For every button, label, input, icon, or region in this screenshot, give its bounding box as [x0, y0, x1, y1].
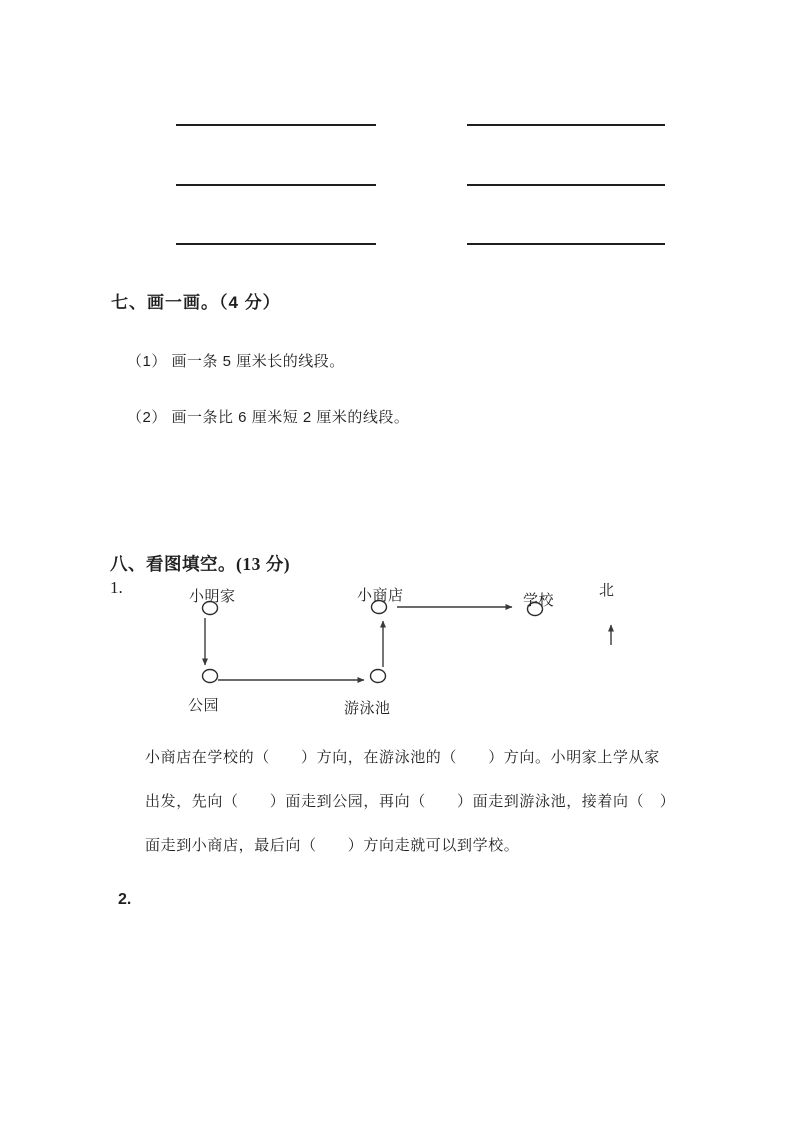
- section-seven-item-1: （1） 画一条 5 厘米长的线段。: [127, 353, 345, 370]
- section-seven-heading: 七、画一画。（4 分）: [111, 293, 281, 312]
- question-1-number: 1.: [110, 578, 123, 597]
- map-label-pool: 游泳池: [344, 700, 391, 717]
- question-1-text-line-3: 面走到小商店，最后向（ ）方向走就可以到学校。: [145, 837, 520, 854]
- map-node-pool: [371, 670, 386, 683]
- answer-blank-line: [176, 184, 376, 186]
- answer-blank-line: [467, 243, 665, 245]
- answer-blank-line: [467, 124, 665, 126]
- map-node-park: [203, 670, 218, 683]
- map-label-north: 北: [599, 582, 615, 599]
- question-1-text-line-1: 小商店在学校的（ ）方向，在游泳池的（ ）方向。小明家上学从家: [145, 749, 660, 766]
- map-label-school: 学校: [523, 592, 555, 609]
- map-label-home: 小明家: [189, 588, 236, 605]
- answer-blank-line: [176, 124, 376, 126]
- section-seven-item-2: （2） 画一条比 6 厘米短 2 厘米的线段。: [127, 409, 410, 426]
- question-1-text-line-2: 出发，先向（ ）面走到公园，再向（ ）面走到游泳池，接着向（ ）: [145, 793, 676, 810]
- question-2-number: 2.: [118, 891, 132, 908]
- question-1-text: [145, 736, 705, 868]
- answer-blank-line: [176, 243, 376, 245]
- map-label-park: 公园: [188, 697, 220, 714]
- answer-blank-line: [467, 184, 665, 186]
- map-label-shop: 小商店: [357, 587, 404, 604]
- section-eight-heading: 八、看图填空。(13 分): [110, 554, 291, 574]
